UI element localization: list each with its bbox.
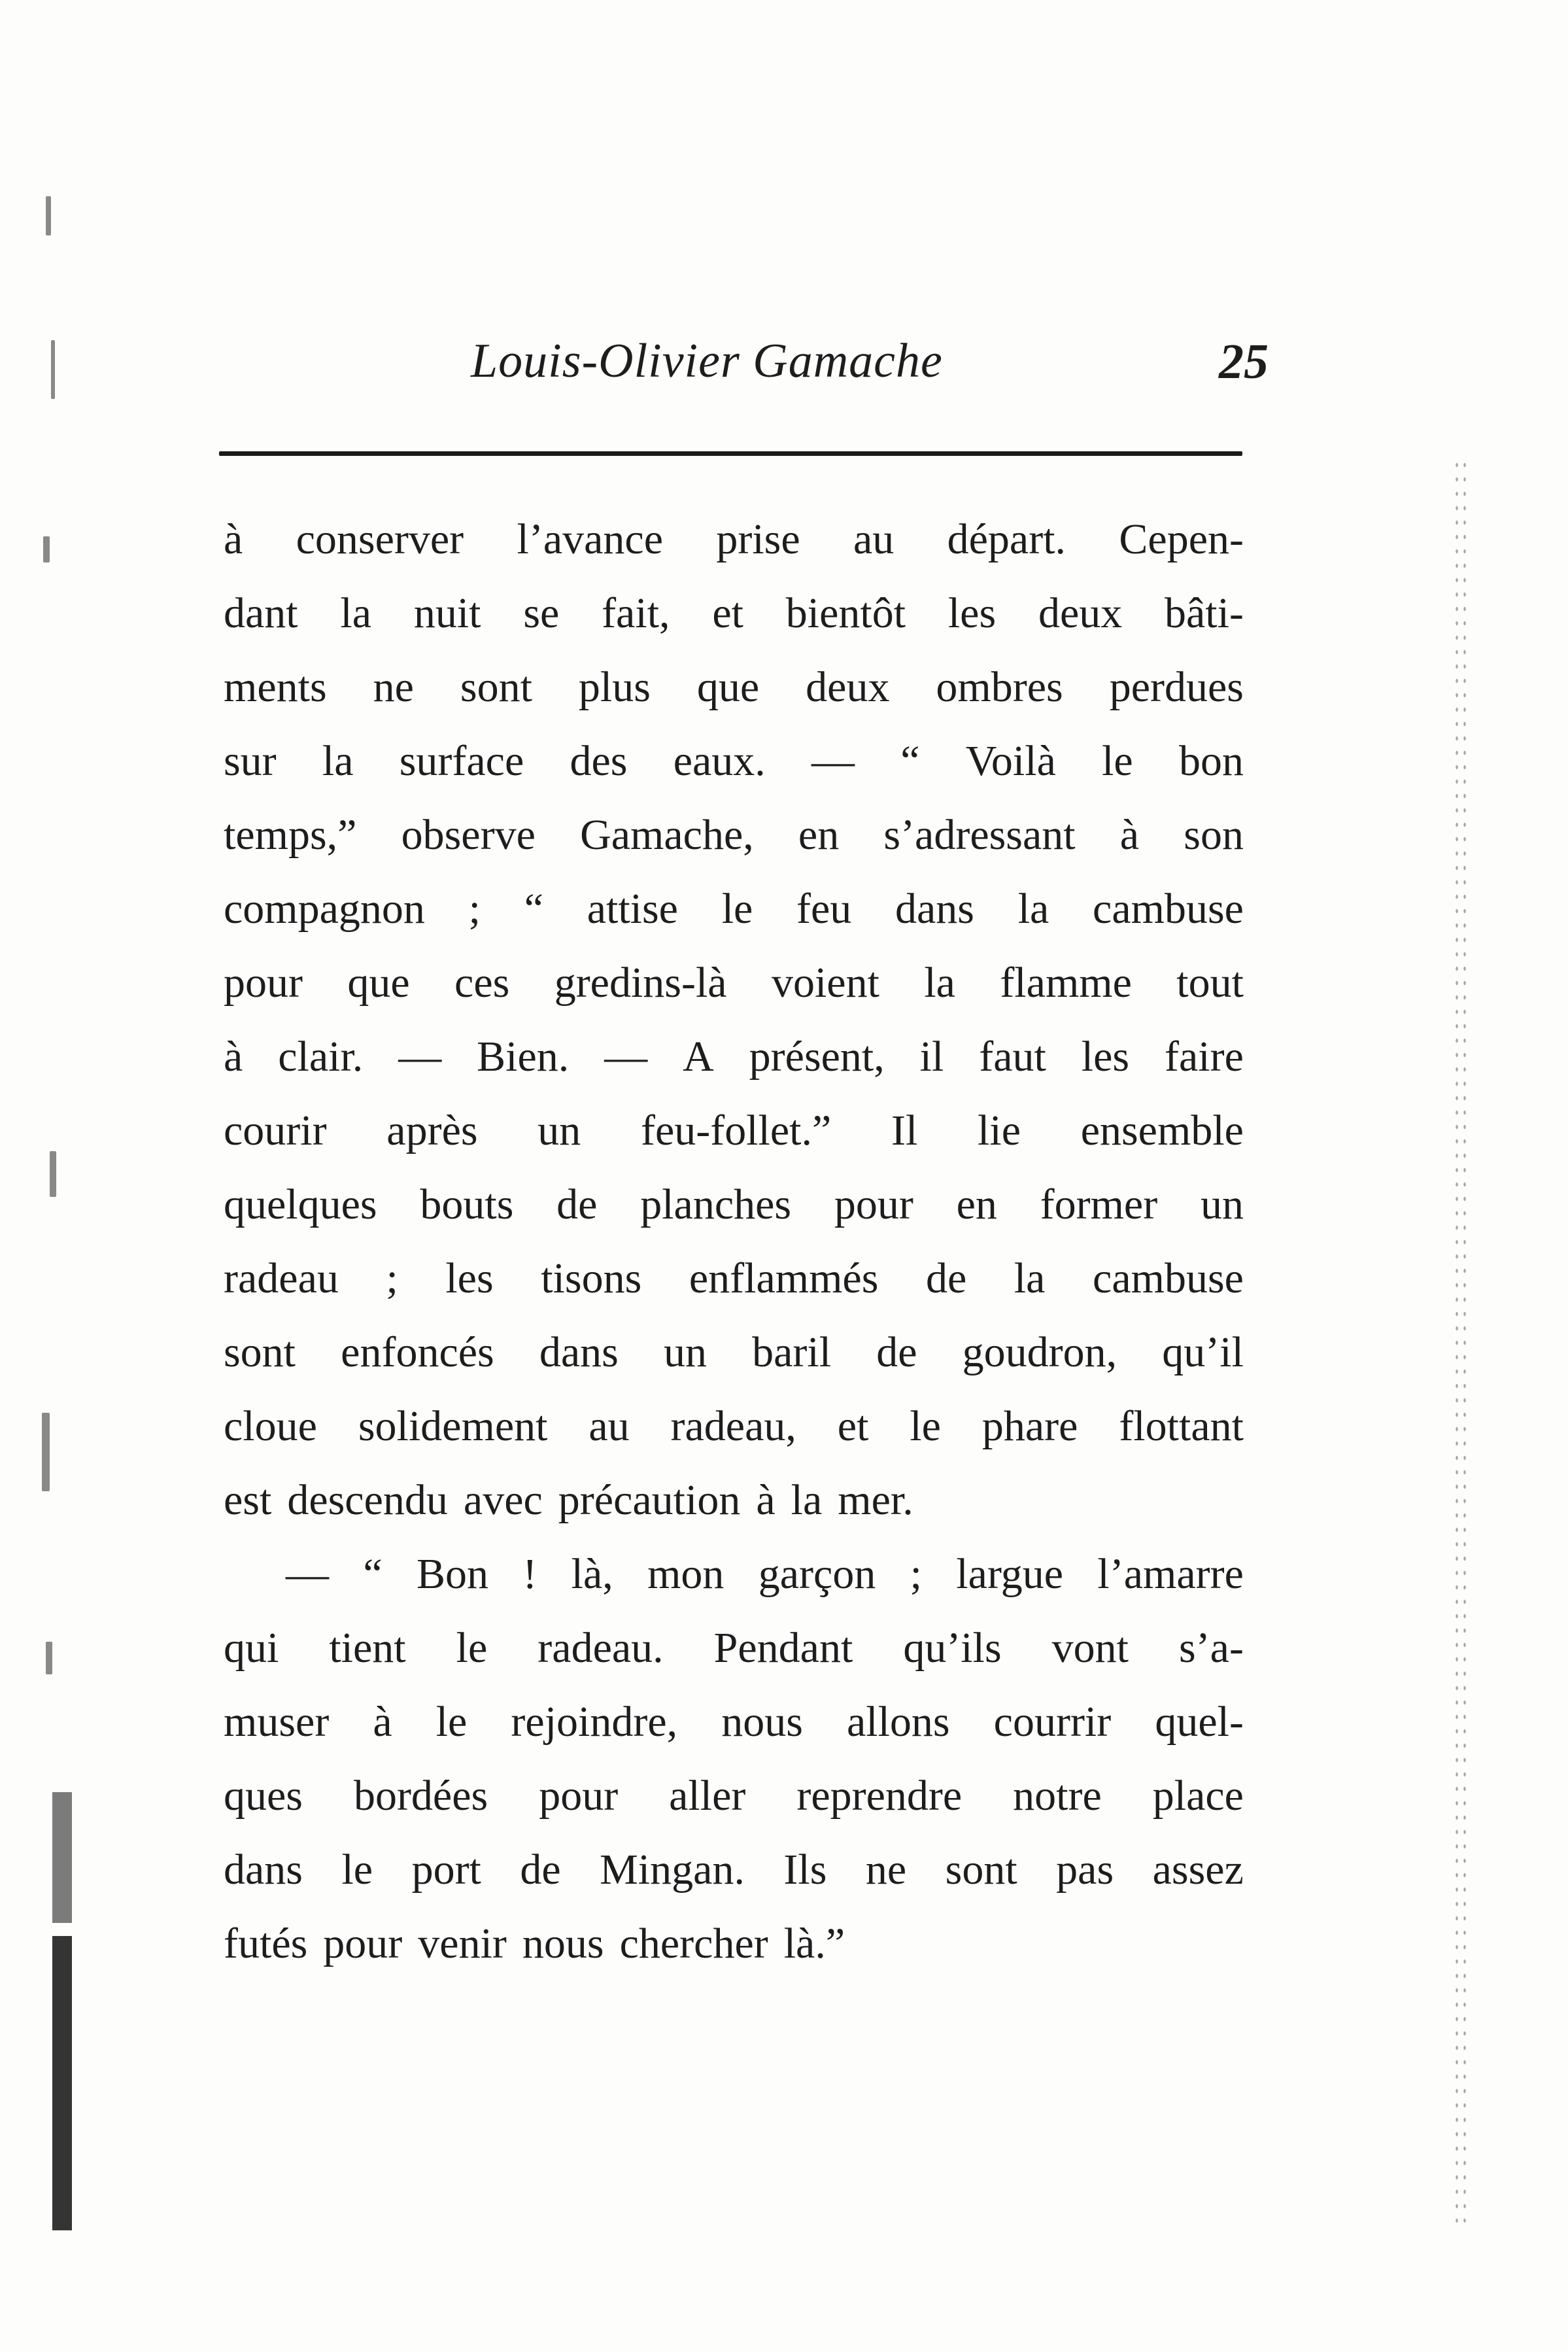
gutter-speck [46, 196, 51, 235]
gutter-speck [51, 340, 55, 399]
word: enflammés [689, 1254, 879, 1302]
word: deux [806, 663, 890, 711]
text-line [224, 1094, 1244, 1167]
word: ne [373, 663, 414, 711]
word: les [947, 589, 997, 637]
word: ne [865, 1846, 907, 1894]
word: attise [587, 885, 678, 933]
text-line [224, 576, 1244, 650]
word: allons [846, 1698, 950, 1746]
word: le [1102, 737, 1133, 785]
word: observe [401, 811, 536, 859]
word: muser [224, 1698, 330, 1746]
word: solidement [358, 1402, 548, 1450]
word: chercher [619, 1920, 768, 1967]
word: un [663, 1328, 707, 1376]
word: pour [224, 959, 303, 1007]
word: bordées [353, 1772, 488, 1820]
word: pour [323, 1920, 403, 1967]
word: dans [224, 1846, 303, 1894]
word: bientôt [785, 589, 906, 637]
word: reprendre [796, 1772, 963, 1820]
binding-gutter [26, 170, 65, 2237]
page-number: 25 [1219, 334, 1269, 389]
word: bâti- [1165, 589, 1244, 637]
word: la [924, 959, 955, 1007]
word: avec [463, 1476, 543, 1524]
gutter-speck [50, 1151, 56, 1197]
edge-speckle [1453, 458, 1466, 2224]
text-line [224, 946, 1244, 1020]
word: quel- [1155, 1698, 1244, 1746]
word: le [721, 885, 753, 933]
word: en [956, 1181, 997, 1228]
word: nous [522, 1920, 604, 1967]
word: se [523, 589, 560, 637]
word: s’a- [1179, 1624, 1244, 1672]
word: conserver [296, 515, 464, 563]
word: la [322, 737, 354, 785]
word: goudron, [962, 1328, 1117, 1376]
word: pas [1056, 1846, 1114, 1894]
word: bouts [420, 1181, 514, 1228]
word: un [1200, 1181, 1244, 1228]
word: tisons [541, 1254, 642, 1302]
word: enfoncés [341, 1328, 494, 1376]
word: que [347, 959, 410, 1007]
word: radeau. [537, 1624, 664, 1672]
word: des [570, 737, 628, 785]
word: “ [524, 885, 543, 933]
word: — [604, 1033, 648, 1081]
word: Bien. [477, 1033, 570, 1081]
word: à [1119, 811, 1140, 859]
word: le [435, 1698, 468, 1746]
word: après [386, 1107, 478, 1154]
word: un [537, 1107, 581, 1154]
word: faut [979, 1033, 1046, 1081]
word: cambuse [1093, 1254, 1244, 1302]
word: précaution [558, 1476, 741, 1524]
word: tout [1176, 959, 1244, 1007]
text-line [224, 1611, 1244, 1685]
word: mon [647, 1550, 724, 1598]
text-line [224, 1020, 1244, 1094]
word: largue [956, 1550, 1064, 1598]
word: là.” [783, 1920, 845, 1967]
word: surface [399, 737, 524, 785]
word: Ils [783, 1846, 827, 1894]
word: temps,” [224, 811, 357, 859]
word: cloue [224, 1402, 317, 1450]
word: la [791, 1476, 823, 1524]
word: la [1014, 1254, 1046, 1302]
word: à [756, 1476, 775, 1524]
word: au [853, 515, 895, 563]
word: présent, [749, 1033, 885, 1081]
text-line [224, 1907, 1244, 1980]
word: — [811, 737, 855, 785]
word: radeau, [670, 1402, 796, 1450]
word: ombres [936, 663, 1063, 711]
gutter-speck [46, 1642, 52, 1674]
word: flottant [1119, 1402, 1244, 1450]
word: de [925, 1254, 967, 1302]
word: compagnon [224, 885, 425, 933]
word: former [1040, 1181, 1158, 1228]
word: sont [460, 663, 532, 711]
word: mer. [838, 1476, 913, 1524]
word: eaux. [673, 737, 766, 785]
word: “ [900, 737, 920, 785]
text-line [224, 724, 1244, 798]
header-rule [219, 451, 1242, 456]
word: de [876, 1328, 917, 1376]
word: radeau [224, 1254, 339, 1302]
word: quelques [224, 1181, 377, 1228]
text-line [224, 1463, 1244, 1537]
word: assez [1152, 1846, 1244, 1894]
word: les [1081, 1033, 1130, 1081]
word: plus [578, 663, 651, 711]
word: l’amarre [1097, 1550, 1244, 1598]
word: nous [721, 1698, 803, 1746]
word: ; [386, 1254, 398, 1302]
word: gredins-là [554, 959, 727, 1007]
word: sont [224, 1328, 296, 1376]
running-title: Louis-Olivier Gamache [471, 334, 943, 388]
text-line [224, 872, 1244, 946]
text-line [224, 1167, 1244, 1241]
word: cambuse [1093, 885, 1244, 933]
word: son [1184, 811, 1244, 859]
word: qui [224, 1624, 279, 1672]
word: courrir [993, 1698, 1112, 1746]
text-line [224, 1537, 1244, 1611]
word: à [373, 1698, 392, 1746]
word: Il [891, 1107, 918, 1154]
word: voient [771, 959, 879, 1007]
word: il [919, 1033, 944, 1081]
word: qu’il [1162, 1328, 1244, 1376]
text-line [224, 1833, 1244, 1907]
word: descendu [287, 1476, 448, 1524]
gutter-speck [43, 536, 50, 562]
word: Cepen- [1119, 515, 1244, 563]
word: ces [454, 959, 510, 1007]
text-line [224, 1241, 1244, 1315]
word: Mingan. [600, 1846, 745, 1894]
word: futés [224, 1920, 308, 1967]
word: de [556, 1181, 598, 1228]
word: sur [224, 737, 277, 785]
word: — [286, 1550, 329, 1598]
text-line [224, 1389, 1244, 1463]
text-line [224, 1759, 1244, 1833]
word: clair. [278, 1033, 364, 1081]
body-text [224, 502, 1244, 1980]
word: dant [224, 589, 298, 637]
word: place [1152, 1772, 1244, 1820]
word: Voilà [965, 737, 1056, 785]
text-line [224, 798, 1244, 872]
word: courir [224, 1107, 327, 1154]
word: à [224, 1033, 243, 1081]
word: bon [1178, 737, 1244, 785]
word: flamme [1000, 959, 1132, 1007]
word: le [341, 1846, 373, 1894]
word: — [398, 1033, 442, 1081]
word: baril [752, 1328, 832, 1376]
word: port [411, 1846, 481, 1894]
word: la [1017, 885, 1049, 933]
word: ensemble [1080, 1107, 1244, 1154]
word: perdues [1109, 663, 1244, 711]
word: faire [1165, 1033, 1244, 1081]
running-head [471, 334, 1269, 406]
word: feu-follet.” [640, 1107, 832, 1154]
word: et [712, 589, 743, 637]
word: s’adressant [883, 811, 1076, 859]
word: vont [1051, 1624, 1129, 1672]
word: là, [571, 1550, 613, 1598]
word: et [837, 1402, 869, 1450]
word: prise [716, 515, 800, 563]
text-line [224, 1315, 1244, 1389]
word: deux [1038, 589, 1123, 637]
word: le [910, 1402, 941, 1450]
word: phare [981, 1402, 1078, 1450]
word: notre [1013, 1772, 1102, 1820]
word: ; [910, 1550, 923, 1598]
word: départ. [947, 515, 1066, 563]
text-line [224, 1685, 1244, 1759]
word: feu [796, 885, 852, 933]
word: pour [834, 1181, 913, 1228]
gutter-speck [42, 1413, 50, 1491]
word: qu’ils [903, 1624, 1002, 1672]
word: au [588, 1402, 630, 1450]
word: aller [669, 1772, 746, 1820]
word: A [683, 1033, 714, 1081]
word: dans [539, 1328, 619, 1376]
word: ; [468, 885, 481, 933]
text-line [224, 650, 1244, 724]
word: le [456, 1624, 488, 1672]
word: la [340, 589, 372, 637]
word: ques [224, 1772, 303, 1820]
word: lie [978, 1107, 1021, 1154]
text-line [224, 502, 1244, 576]
word: les [445, 1254, 494, 1302]
word: venir [418, 1920, 507, 1967]
word: en [798, 811, 840, 859]
word: de [520, 1846, 561, 1894]
word: “ [363, 1550, 383, 1598]
word: fait, [602, 589, 670, 637]
word: pour [539, 1772, 619, 1820]
word: Pendant [713, 1624, 853, 1672]
word: rejoindre, [511, 1698, 678, 1746]
word: sont [945, 1846, 1017, 1894]
gutter-shadow [52, 1936, 72, 2230]
word: est [224, 1476, 272, 1524]
word: ! [522, 1550, 537, 1598]
word: ments [224, 663, 327, 711]
word: dans [895, 885, 974, 933]
word: que [696, 663, 760, 711]
word: Bon [416, 1550, 488, 1598]
word: planches [640, 1181, 792, 1228]
word: nuit [413, 589, 481, 637]
word: l’avance [517, 515, 664, 563]
word: garçon [758, 1550, 876, 1598]
word: tient [329, 1624, 406, 1672]
word: Gamache, [580, 811, 754, 859]
gutter-shadow [52, 1792, 72, 1923]
word: à [224, 515, 243, 563]
